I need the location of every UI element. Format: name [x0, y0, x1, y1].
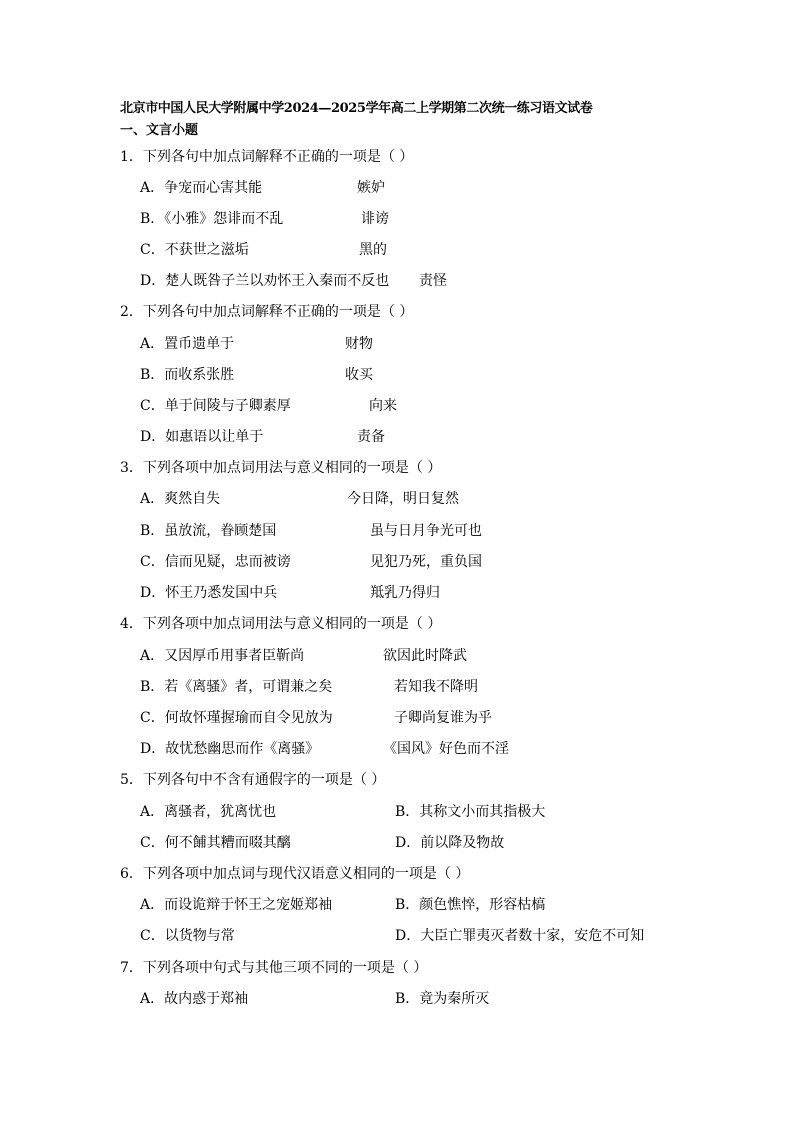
- question-1-stem: 1．下列各句中加点词解释不正确的一项是（ ）: [120, 149, 414, 165]
- question-6-option-b: B．颜色憔悴，形容枯槁: [395, 897, 546, 913]
- exam-title: 北京市中国人民大学附属中学2024—2025学年高二上学期第二次统一练习语文试卷: [120, 101, 593, 116]
- question-2-stem: 2．下列各句中加点词解释不正确的一项是（ ）: [120, 304, 414, 320]
- question-3-option-c: C．信而见疑，忠而被谤: [140, 554, 291, 570]
- question-4-option-b-compare: 若知我不降明: [394, 679, 478, 695]
- question-6-option-a: A．而设诡辩于怀王之宠姬郑袖: [140, 897, 333, 913]
- question-3-option-b-compare: 虽与日月争光可也: [370, 523, 482, 539]
- question-4-stem: 4．下列各项中加点词用法与意义相同的一项是（ ）: [120, 616, 442, 632]
- question-4-option-a: A．又因厚币用事者臣靳尚: [140, 648, 305, 664]
- question-4-option-c-compare: 子卿尚复谁为乎: [394, 710, 492, 726]
- question-3-option-a: A．爽然自失: [140, 491, 221, 507]
- question-2-option-d-gloss: 责备: [357, 429, 385, 445]
- question-1-option-a: A．争宠而心害其能: [140, 180, 263, 196]
- question-4-option-d: D．故忧愁幽思而作《离骚》: [140, 741, 320, 757]
- section-heading: 一、文言小题: [120, 123, 199, 138]
- question-6-option-c: C．以货物与常: [140, 928, 235, 944]
- question-2-option-a: A．置币遗单于: [140, 336, 235, 352]
- question-3-stem: 3．下列各项中加点词用法与意义相同的一项是（ ）: [120, 460, 442, 476]
- question-1-option-c-gloss: 黑的: [359, 242, 387, 258]
- question-4-option-c: C．何故怀瑾握瑜而自令见放为: [140, 710, 333, 726]
- question-1-option-d: D．楚人既咎子兰以劝怀王入秦而不反也: [140, 273, 390, 289]
- question-2-option-c: C．单于间陵与子卿素厚: [140, 398, 291, 414]
- question-1-option-d-gloss: 责怪: [419, 273, 447, 289]
- question-3-option-d: D．怀王乃悉发国中兵: [140, 585, 278, 601]
- question-4-option-b: B．若《离骚》者，可谓兼之矣: [140, 679, 333, 695]
- question-1-option-a-gloss: 嫉妒: [357, 180, 385, 196]
- question-2-option-b: B．而收系张胜: [140, 367, 235, 383]
- question-5-stem: 5．下列各句中不含有通假字的一项是（ ）: [120, 772, 386, 788]
- question-5-option-a: A．离骚者，犹离忧也: [140, 804, 277, 820]
- question-4-option-a-compare: 欲因此时降武: [383, 648, 467, 664]
- question-5-option-d: D．前以降及物故: [395, 835, 505, 851]
- question-3-option-c-compare: 见犯乃死，重负国: [370, 554, 482, 570]
- question-2-option-c-gloss: 向来: [369, 398, 397, 414]
- question-2-option-b-gloss: 收买: [345, 367, 373, 383]
- question-1-option-b-gloss: 诽谤: [361, 211, 389, 227]
- question-2-option-a-gloss: 财物: [345, 336, 373, 352]
- question-5-option-b: B．其称文小而其指极大: [395, 804, 546, 820]
- question-1-option-b: B．《小雅》怨诽而不乱: [140, 211, 284, 227]
- question-3-option-d-compare: 羝乳乃得归: [370, 585, 440, 601]
- question-6-stem: 6．下列各项中加点词与现代汉语意义相同的一项是（ ）: [120, 866, 470, 882]
- question-6-option-d: D．大臣亡罪夷灭者数十家，安危不可知: [395, 928, 645, 944]
- question-7-option-b: B．竟为秦所灭: [395, 991, 490, 1007]
- question-3-option-b: B．虽放流，眷顾楚国: [140, 523, 277, 539]
- question-1-option-c: C．不获世之滋垢: [140, 242, 249, 258]
- question-2-option-d: D．如惠语以让单于: [140, 429, 264, 445]
- question-5-option-c: C．何不餔其糟而啜其醨: [140, 835, 291, 851]
- question-7-option-a: A．故内惑于郑袖: [140, 991, 249, 1007]
- question-7-stem: 7．下列各项中句式与其他三项不同的一项是（ ）: [120, 960, 428, 976]
- question-4-option-d-compare: 《国风》好色而不淫: [383, 741, 509, 757]
- question-3-option-a-compare: 今日降，明日复然: [347, 491, 459, 507]
